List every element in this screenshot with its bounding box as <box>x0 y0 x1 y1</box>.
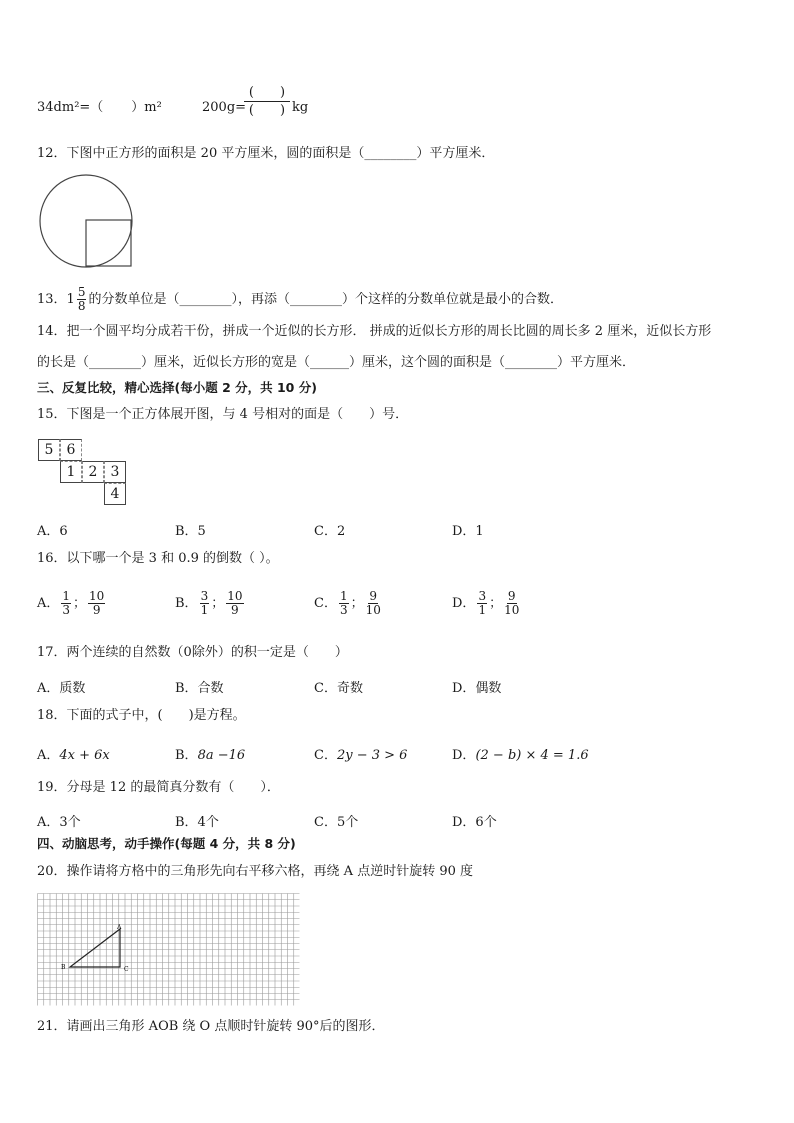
q16-d-label: D． <box>452 596 476 611</box>
q18-text: 18．下面的式子中，( )是方程。 <box>37 708 246 723</box>
q18-a-label: A． <box>37 748 60 763</box>
q11-line <box>37 100 162 116</box>
denominator: 10 <box>365 603 381 617</box>
q12-tail: ）平方厘米． <box>416 146 495 161</box>
numerator: 10 <box>89 589 105 603</box>
q13-denominator: 8 <box>77 299 86 313</box>
q11-fraction <box>244 84 290 119</box>
q19-option-a[interactable]: A．3个 <box>37 815 81 830</box>
q13-line <box>37 286 563 313</box>
q21-text: 21．请画出三角形 AOB 绕 O 点顺时针旋转 90°后的图形． <box>37 1019 385 1034</box>
numerator: 3 <box>478 589 487 603</box>
q13-rest: 的分数单位是（________），再添（________）个这样的分数单位就是最小的合数． <box>88 292 563 307</box>
point-a-label: A <box>117 924 122 931</box>
q16-option-a[interactable] <box>37 590 107 617</box>
q14-line1: 14．把一个圆平均分成若干份，拼成一个近似的长方形． 拼成的近似长方形的周长比圆的周长多 2 厘米，近似长方形 <box>37 324 712 339</box>
denominator: 1 <box>200 603 209 617</box>
q19-option-c[interactable]: C．5个 <box>314 815 359 830</box>
q17-option-c[interactable]: C．奇数 <box>314 681 363 696</box>
q16-c-frac1 <box>339 590 349 617</box>
q18-d-label: D． <box>452 748 476 763</box>
net-face-2: 2 <box>82 461 104 483</box>
denominator: 3 <box>62 603 71 617</box>
q16-option-d[interactable] <box>452 590 521 617</box>
denominator: 3 <box>339 603 348 617</box>
q15-option-b[interactable]: B．5 <box>175 524 206 539</box>
circle-square-figure <box>38 173 138 271</box>
q16-a-frac2 <box>88 590 105 617</box>
q11-right-prefix: 200g= <box>202 100 247 115</box>
denominator: 1 <box>478 603 487 617</box>
section-3-heading: 三、反复比较，精心选择(每小题 2 分，共 10 分) <box>37 380 317 395</box>
q16-b-label: B． <box>175 596 198 611</box>
q16-text: 16．以下哪一个是 3 和 0.9 的倒数（ ）。 <box>37 551 279 566</box>
q15-option-c[interactable]: C．2 <box>314 524 346 539</box>
q15-text: 15．下图是一个正方体展开图，与 4 号相对的面是（ ）号． <box>37 407 409 422</box>
q11-denominator: ( ) <box>248 103 286 118</box>
q14-line2: 的长是（________）厘米，近似长方形的宽是（______）厘米，这个圆的面积是（________）平方厘米． <box>37 355 636 370</box>
square-shape <box>86 220 131 266</box>
q19-option-b[interactable]: B．4个 <box>175 815 219 830</box>
q18-b-expr: 8a −16 <box>197 748 246 763</box>
point-b-label: B <box>61 964 66 971</box>
q16-b-frac2 <box>226 590 243 617</box>
q17-text: 17．两个连续的自然数（0除外）的积一定是（ ） <box>37 645 348 660</box>
q15-option-a[interactable]: A．6 <box>37 524 68 539</box>
q16-c-label: C． <box>314 596 337 611</box>
numerator: 9 <box>369 589 378 603</box>
net-face-4: 4 <box>104 483 126 505</box>
q17-option-a[interactable]: A．质数 <box>37 681 86 696</box>
numerator: 1 <box>62 589 71 603</box>
numerator: 10 <box>227 589 243 603</box>
net-face-6: 6 <box>60 439 82 461</box>
section-4-heading: 四、动脑思考，动手操作(每题 4 分，共 8 分) <box>37 836 296 851</box>
q15-option-d[interactable]: D．1 <box>452 524 484 539</box>
net-face-3: 3 <box>104 461 126 483</box>
q18-d-expr: (2 − b) × 4 = 1.6 <box>475 748 589 763</box>
q12-blank: ________ <box>364 146 417 161</box>
numerator: 9 <box>507 589 516 603</box>
q13-label: 13． <box>37 292 67 307</box>
q11-left-prefix: 34dm²=（ <box>37 100 104 115</box>
numerator: 1 <box>339 589 348 603</box>
q18-option-b[interactable] <box>175 744 245 763</box>
q16-a-label: A． <box>37 596 60 611</box>
separator: ； <box>211 596 225 611</box>
q17-option-d[interactable]: D．偶数 <box>452 681 502 696</box>
denominator: 10 <box>504 603 520 617</box>
q18-option-c[interactable] <box>314 744 407 763</box>
q12-text <box>37 146 494 162</box>
q18-option-d[interactable] <box>452 744 589 763</box>
q18-c-label: C． <box>314 748 337 763</box>
q16-c-frac2 <box>366 590 381 617</box>
q13-fraction <box>77 286 87 313</box>
q13-numerator: 5 <box>77 285 86 299</box>
net-face-5: 5 <box>38 439 60 461</box>
separator: ； <box>350 596 364 611</box>
q18-option-a[interactable] <box>37 744 110 763</box>
q16-option-c[interactable] <box>314 590 383 617</box>
separator: ； <box>73 596 87 611</box>
q11-numerator: ( ) <box>244 84 290 102</box>
q16-a-frac1 <box>61 590 71 617</box>
q19-text: 19．分母是 12 的最简真分数有（ ）． <box>37 780 280 795</box>
denominator: 9 <box>92 603 101 617</box>
q16-option-b[interactable] <box>175 590 246 617</box>
q18-c-expr: 2y − 3 > 6 <box>336 748 408 763</box>
q12-stem: 12．下图中正方形的面积是 20 平方厘米，圆的面积是（ <box>37 146 365 161</box>
separator: ； <box>489 596 503 611</box>
q19-option-d[interactable]: D．6个 <box>452 815 497 830</box>
grid-lines <box>38 894 300 1006</box>
q18-a-expr: 4x + 6x <box>59 748 110 763</box>
point-c-label: C <box>124 966 129 973</box>
q16-b-frac1 <box>200 590 210 617</box>
net-face-1: 1 <box>60 461 82 483</box>
q18-b-label: B． <box>175 748 198 763</box>
q11-left-suffix: ）m² <box>131 100 162 115</box>
q11-unit: kg <box>292 100 309 115</box>
q17-option-b[interactable]: B．合数 <box>175 681 224 696</box>
q16-d-frac2 <box>504 590 519 617</box>
grid-figure <box>37 893 301 1007</box>
q20-text: 20．操作请将方格中的三角形先向右平移六格，再绕 A 点逆时针旋转 90 度 <box>37 864 474 879</box>
q13-whole: 1 <box>66 292 75 307</box>
numerator: 3 <box>200 589 209 603</box>
q16-d-frac1 <box>477 590 487 617</box>
denominator: 9 <box>231 603 239 617</box>
q11-right <box>202 100 246 116</box>
